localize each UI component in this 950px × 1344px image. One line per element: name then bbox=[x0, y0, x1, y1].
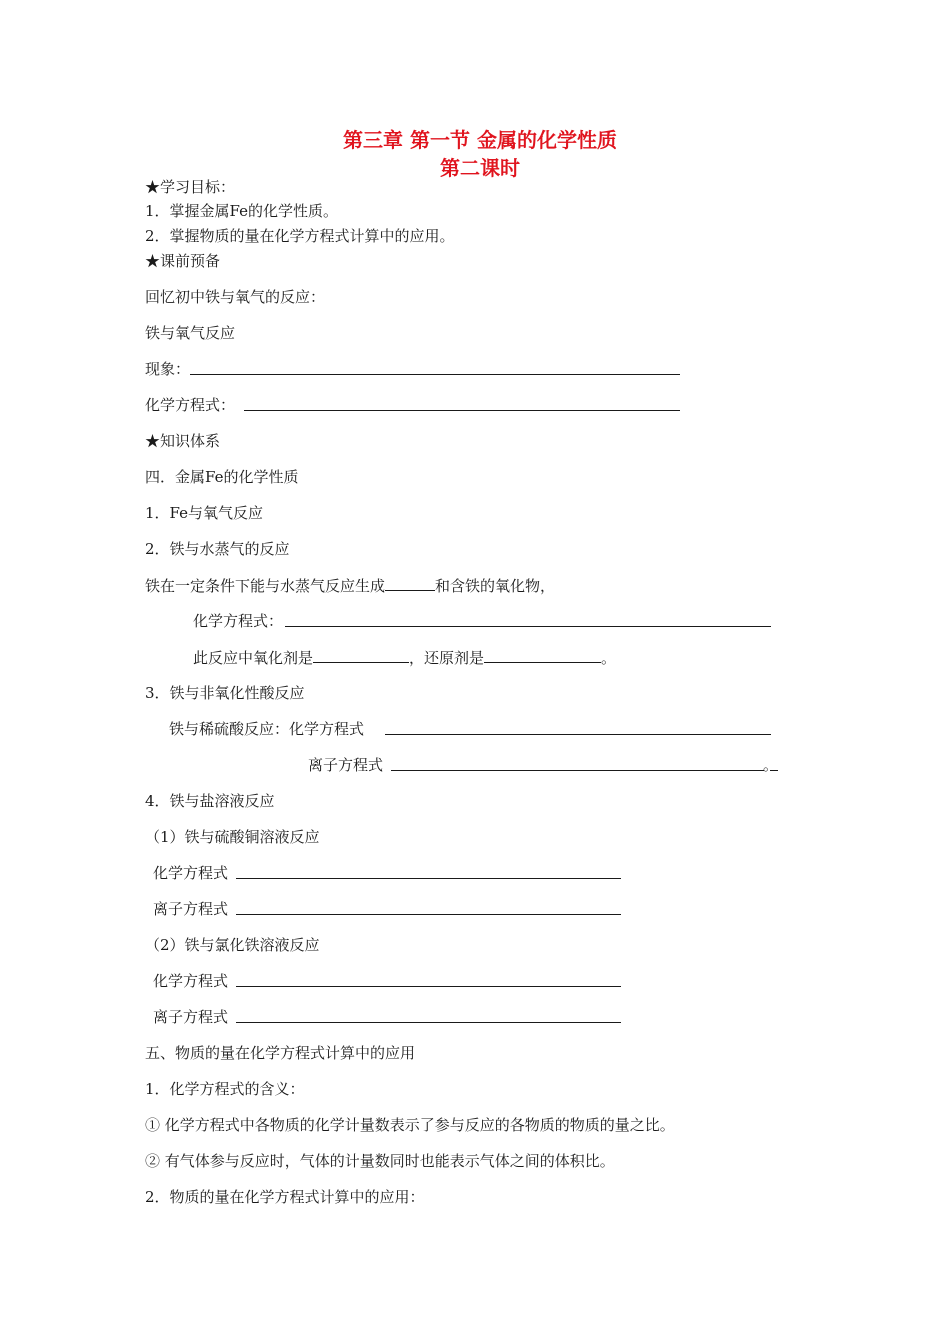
sub1-equation-blank[interactable] bbox=[236, 878, 621, 879]
knowledge-item-2: 2．铁与水蒸气的反应 bbox=[145, 540, 290, 558]
sub1-equation-label: 化学方程式 bbox=[153, 864, 229, 882]
acid-ion-label: 离子方程式 bbox=[308, 756, 384, 774]
reaction-text: 铁与氧气反应 bbox=[145, 324, 236, 342]
sub2-equation-label: 化学方程式 bbox=[153, 972, 229, 990]
phenomenon-blank[interactable] bbox=[190, 374, 680, 375]
knowledge-item-3: 3．铁与非氧化性酸反应 bbox=[145, 684, 305, 702]
water-reaction-line bbox=[145, 576, 555, 595]
sub-item-2: （2）铁与氯化铁溶液反应 bbox=[145, 936, 320, 954]
water-reaction-pre: 铁在一定条件下能与水蒸气反应生成 bbox=[145, 577, 386, 595]
acid-ion-tail bbox=[770, 770, 778, 771]
section5-item-2: 2．物质的量在化学方程式计算中的应用： bbox=[145, 1188, 425, 1206]
section-4-heading: 四．金属Fe的化学性质 bbox=[145, 468, 299, 486]
section5-point-1: ① 化学方程式中各物质的化学计量数表示了参与反应的各物质的物质的量之比。 bbox=[145, 1116, 675, 1134]
section-5-heading: 五、物质的量在化学方程式计算中的应用 bbox=[145, 1044, 416, 1062]
acid-ion-blank[interactable] bbox=[391, 770, 764, 771]
section5-point-2: ② 有气体参与反应时，气体的计量数同时也能表示气体之间的体积比。 bbox=[145, 1152, 615, 1170]
sub-item-1: （1）铁与硫酸铜溶液反应 bbox=[145, 828, 320, 846]
phenomenon-label: 现象： bbox=[145, 360, 191, 378]
knowledge-heading: ★知识体系 bbox=[145, 432, 221, 450]
acid-equation-label: 铁与稀硫酸反应：化学方程式 bbox=[169, 720, 365, 738]
redox-line bbox=[193, 648, 616, 667]
title-line-1: 第三章 第一节 金属的化学性质 bbox=[343, 128, 617, 152]
recall-text: 回忆初中铁与氧气的反应： bbox=[145, 288, 326, 306]
acid-ion-end: 。 bbox=[763, 756, 779, 774]
sub2-ion-blank[interactable] bbox=[236, 1022, 621, 1023]
oxidant-label: 此反应中氧化剂是 bbox=[193, 649, 314, 667]
title-line-2: 第二课时 bbox=[440, 156, 520, 180]
water-equation-blank[interactable] bbox=[285, 626, 771, 627]
preview-equation-label: 化学方程式： bbox=[145, 396, 236, 414]
redox-end: 。 bbox=[601, 649, 617, 667]
reductant-label: ，还原剂是 bbox=[409, 649, 485, 667]
water-equation-label: 化学方程式： bbox=[193, 612, 284, 630]
sub1-ion-label: 离子方程式 bbox=[153, 900, 229, 918]
knowledge-item-4: 4．铁与盐溶液反应 bbox=[145, 792, 275, 810]
objective-item-1: 1．掌握金属Fe的化学性质。 bbox=[145, 202, 339, 220]
objective-item-2: 2．掌握物质的量在化学方程式计算中的应用。 bbox=[145, 227, 455, 245]
preview-equation-blank[interactable] bbox=[244, 410, 680, 411]
sub2-equation-blank[interactable] bbox=[236, 986, 621, 987]
knowledge-item-1: 1．Fe与氧气反应 bbox=[145, 504, 264, 522]
oxidant-blank[interactable] bbox=[313, 648, 409, 663]
objectives-heading: ★学习目标： bbox=[145, 178, 236, 196]
section5-item-1: 1．化学方程式的含义： bbox=[145, 1080, 305, 1098]
sub2-ion-label: 离子方程式 bbox=[153, 1008, 229, 1026]
water-reaction-post: 和含铁的氧化物， bbox=[435, 577, 556, 595]
acid-equation-blank[interactable] bbox=[385, 734, 771, 735]
sub1-ion-blank[interactable] bbox=[236, 914, 621, 915]
reductant-blank[interactable] bbox=[484, 648, 601, 663]
preview-heading: ★课前预备 bbox=[145, 252, 221, 270]
water-product-blank[interactable] bbox=[385, 576, 435, 591]
